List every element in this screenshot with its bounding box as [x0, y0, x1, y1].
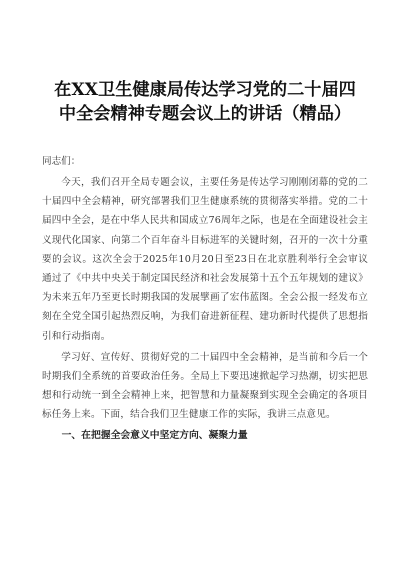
- paragraph-2: 学习好、宣传好、贯彻好党的二十届四中全会精神，是当前和今后一个时期我们全系统的首要政治任务。全局上下要迅速掀起学习热潮，切实把思想和行动统一到全会精神上来，把智慧和力量凝聚到实现全会确定的各项目标任务上来。下面，结合我们卫生健康工作的实际，我讲三点意见。: [42, 351, 368, 421]
- section-heading: 一、在把握全会意义中坚定方向、凝聚力量: [61, 429, 248, 441]
- document-title: 在XX卫生健康局传达学习党的二十届四中全会精神专题会议上的讲话（精品）: [54, 80, 356, 124]
- salutation: 同志们：: [42, 156, 81, 167]
- paragraph-1: 今天，我们召开全局专题会议，主要任务是传达学习刚刚闭幕的党的二十届四中全会精神，研究部署我们卫生健康系统的贯彻落实举措。党的二十届四中全会，是在中华人民共和国成立76周年之际，也是在全面建设社会主义现代化国家、向第二个百年奋斗目标进军的关键时刻，召开的一次十分重要的会议。这次全会于2025年10月20日至23日在北京胜利举行全会审议通过了《中共中央关于制定国民经济和社会发展第十五个五年规划的建议》为未来五年乃至更长时期我国的发展擘画了宏伟蓝图。全会公报一经发布立刻在全党全国引起热烈反响，为我们奋进新征程、建功新时代提供了思想指引和行动指南。: [42, 177, 369, 342]
